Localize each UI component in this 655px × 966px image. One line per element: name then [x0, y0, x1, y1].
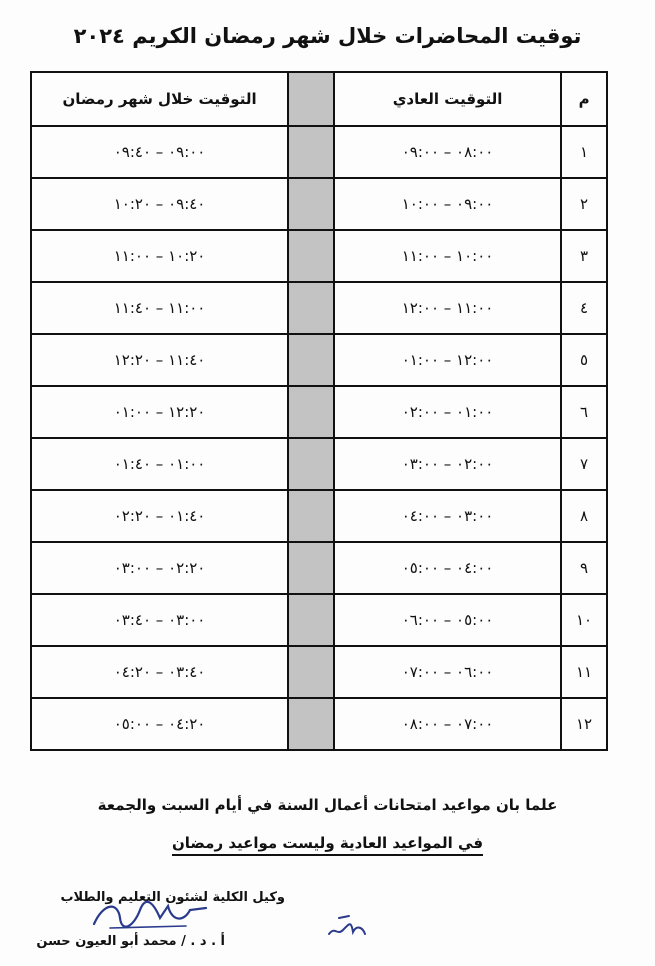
row-number: ٩ [561, 542, 607, 594]
table-header-row [31, 72, 607, 126]
ramadan-timing-cell [31, 646, 288, 698]
table-row [31, 646, 607, 698]
separator-column-cell [288, 230, 334, 282]
row-number: ١٠ [561, 594, 607, 646]
header-normal-timing: التوقيت العادي [334, 72, 561, 126]
normal-timing-cell [334, 698, 561, 750]
ramadan-timing-cell [31, 126, 288, 178]
normal-timing-value: ٠٩:٠٠ – ١٠:٠٠ [401, 195, 494, 213]
normal-timing-value: ١١:٠٠ – ١٢:٠٠ [401, 299, 494, 317]
ramadan-timing-cell [31, 386, 288, 438]
normal-timing-cell [334, 646, 561, 698]
row-number: ٧ [561, 438, 607, 490]
table-row [31, 438, 607, 490]
ramadan-timing-cell [31, 698, 288, 750]
separator-column-cell [288, 698, 334, 750]
ramadan-timing-cell [31, 230, 288, 282]
normal-timing-cell [334, 490, 561, 542]
normal-timing-cell [334, 594, 561, 646]
ramadan-timing-value: ٠١:٤٠ – ٠٢:٢٠ [113, 507, 206, 525]
ramadan-timing-value: ٠٤:٢٠ – ٠٥:٠٠ [113, 715, 206, 733]
row-number: ١ [561, 126, 607, 178]
separator-column-cell [288, 282, 334, 334]
normal-timing-cell [334, 334, 561, 386]
header-ramadan-timing: التوقيت خلال شهر رمضان [31, 72, 288, 126]
ramadan-timing-value: ٠١:٠٠ – ٠١:٤٠ [113, 455, 206, 473]
ramadan-timing-value: ٠٣:٤٠ – ٠٤:٢٠ [113, 663, 206, 681]
row-number: ٥ [561, 334, 607, 386]
normal-timing-value: ٠٥:٠٠ – ٠٦:٠٠ [401, 611, 494, 629]
separator-column-cell [288, 178, 334, 230]
normal-timing-cell [334, 438, 561, 490]
ramadan-timing-value: ١١:٤٠ – ١٢:٢٠ [113, 351, 206, 369]
ramadan-timing-cell [31, 542, 288, 594]
ramadan-timing-value: ٠٩:٠٠ – ٠٩:٤٠ [113, 143, 206, 161]
table-row [31, 282, 607, 334]
page-title: توقيت المحاضرات خلال شهر رمضان الكريم ٢٠٢٤ [73, 24, 582, 48]
ramadan-timing-cell [31, 594, 288, 646]
normal-timing-value: ٠٢:٠٠ – ٠٣:٠٠ [401, 455, 494, 473]
normal-timing-value: ٠٣:٠٠ – ٠٤:٠٠ [401, 507, 494, 525]
normal-timing-cell [334, 126, 561, 178]
separator-column-cell [288, 386, 334, 438]
header-number: م [561, 72, 607, 126]
ramadan-timing-cell [31, 438, 288, 490]
normal-timing-value: ٠٧:٠٠ – ٠٨:٠٠ [401, 715, 494, 733]
separator-column-cell [288, 334, 334, 386]
ramadan-timing-value: ٠٣:٠٠ – ٠٣:٤٠ [113, 611, 206, 629]
note-line-2 [0, 834, 655, 852]
table-row [31, 490, 607, 542]
normal-timing-cell [334, 542, 561, 594]
note-line-1: علما بان مواعيد امتحانات أعمال السنة في أيام السبت والجمعة [97, 796, 558, 814]
schedule-table [30, 71, 608, 751]
table-row [31, 594, 607, 646]
ramadan-timing-cell [31, 178, 288, 230]
normal-timing-value: ٠٨:٠٠ – ٠٩:٠٠ [401, 143, 494, 161]
normal-timing-value: ١٠:٠٠ – ١١:٠٠ [401, 247, 494, 265]
separator-column-cell [288, 646, 334, 698]
ramadan-timing-value: ١١:٠٠ – ١١:٤٠ [113, 299, 206, 317]
separator-column-cell [288, 490, 334, 542]
table-row [31, 178, 607, 230]
ramadan-timing-cell [31, 334, 288, 386]
note-line-2-text: في المواعيد العادية وليست مواعيد رمضان [172, 834, 483, 856]
table-row [31, 542, 607, 594]
table-row [31, 126, 607, 178]
normal-timing-cell [334, 386, 561, 438]
row-number: ٤ [561, 282, 607, 334]
normal-timing-value: ١٢:٠٠ – ٠١:٠٠ [401, 351, 494, 369]
table-row [31, 698, 607, 750]
normal-timing-value: ٠٤:٠٠ – ٠٥:٠٠ [401, 559, 494, 577]
ramadan-timing-cell [31, 490, 288, 542]
row-number: ٢ [561, 178, 607, 230]
normal-timing-value: ٠٦:٠٠ – ٠٧:٠٠ [401, 663, 494, 681]
ramadan-timing-value: ١٠:٢٠ – ١١:٠٠ [113, 247, 206, 265]
signatory-title: وكيل الكلية لشئون التعليم والطلاب [60, 890, 285, 905]
table-row [31, 386, 607, 438]
ramadan-timing-cell [31, 282, 288, 334]
ramadan-timing-value: ٠٩:٤٠ – ١٠:٢٠ [113, 195, 206, 213]
normal-timing-cell [334, 178, 561, 230]
separator-column-cell [288, 438, 334, 490]
row-number: ٦ [561, 386, 607, 438]
separator-column-cell [288, 542, 334, 594]
normal-timing-value: ٠١:٠٠ – ٠٢:٠٠ [401, 403, 494, 421]
separator-column-header [288, 72, 334, 126]
separator-column-cell [288, 126, 334, 178]
row-number: ١١ [561, 646, 607, 698]
approval-mark [325, 910, 369, 944]
normal-timing-cell [334, 230, 561, 282]
table-row [31, 334, 607, 386]
separator-column-cell [288, 594, 334, 646]
normal-timing-cell [334, 282, 561, 334]
row-number: ١٢ [561, 698, 607, 750]
row-number: ٨ [561, 490, 607, 542]
ramadan-timing-value: ٠٢:٢٠ – ٠٣:٠٠ [113, 559, 206, 577]
handwritten-signature [90, 896, 210, 934]
table-row [31, 230, 607, 282]
signatory-name: أ . د . / محمد أبو العيون حسن [36, 934, 225, 949]
row-number: ٣ [561, 230, 607, 282]
ramadan-timing-value: ١٢:٢٠ – ٠١:٠٠ [113, 403, 206, 421]
